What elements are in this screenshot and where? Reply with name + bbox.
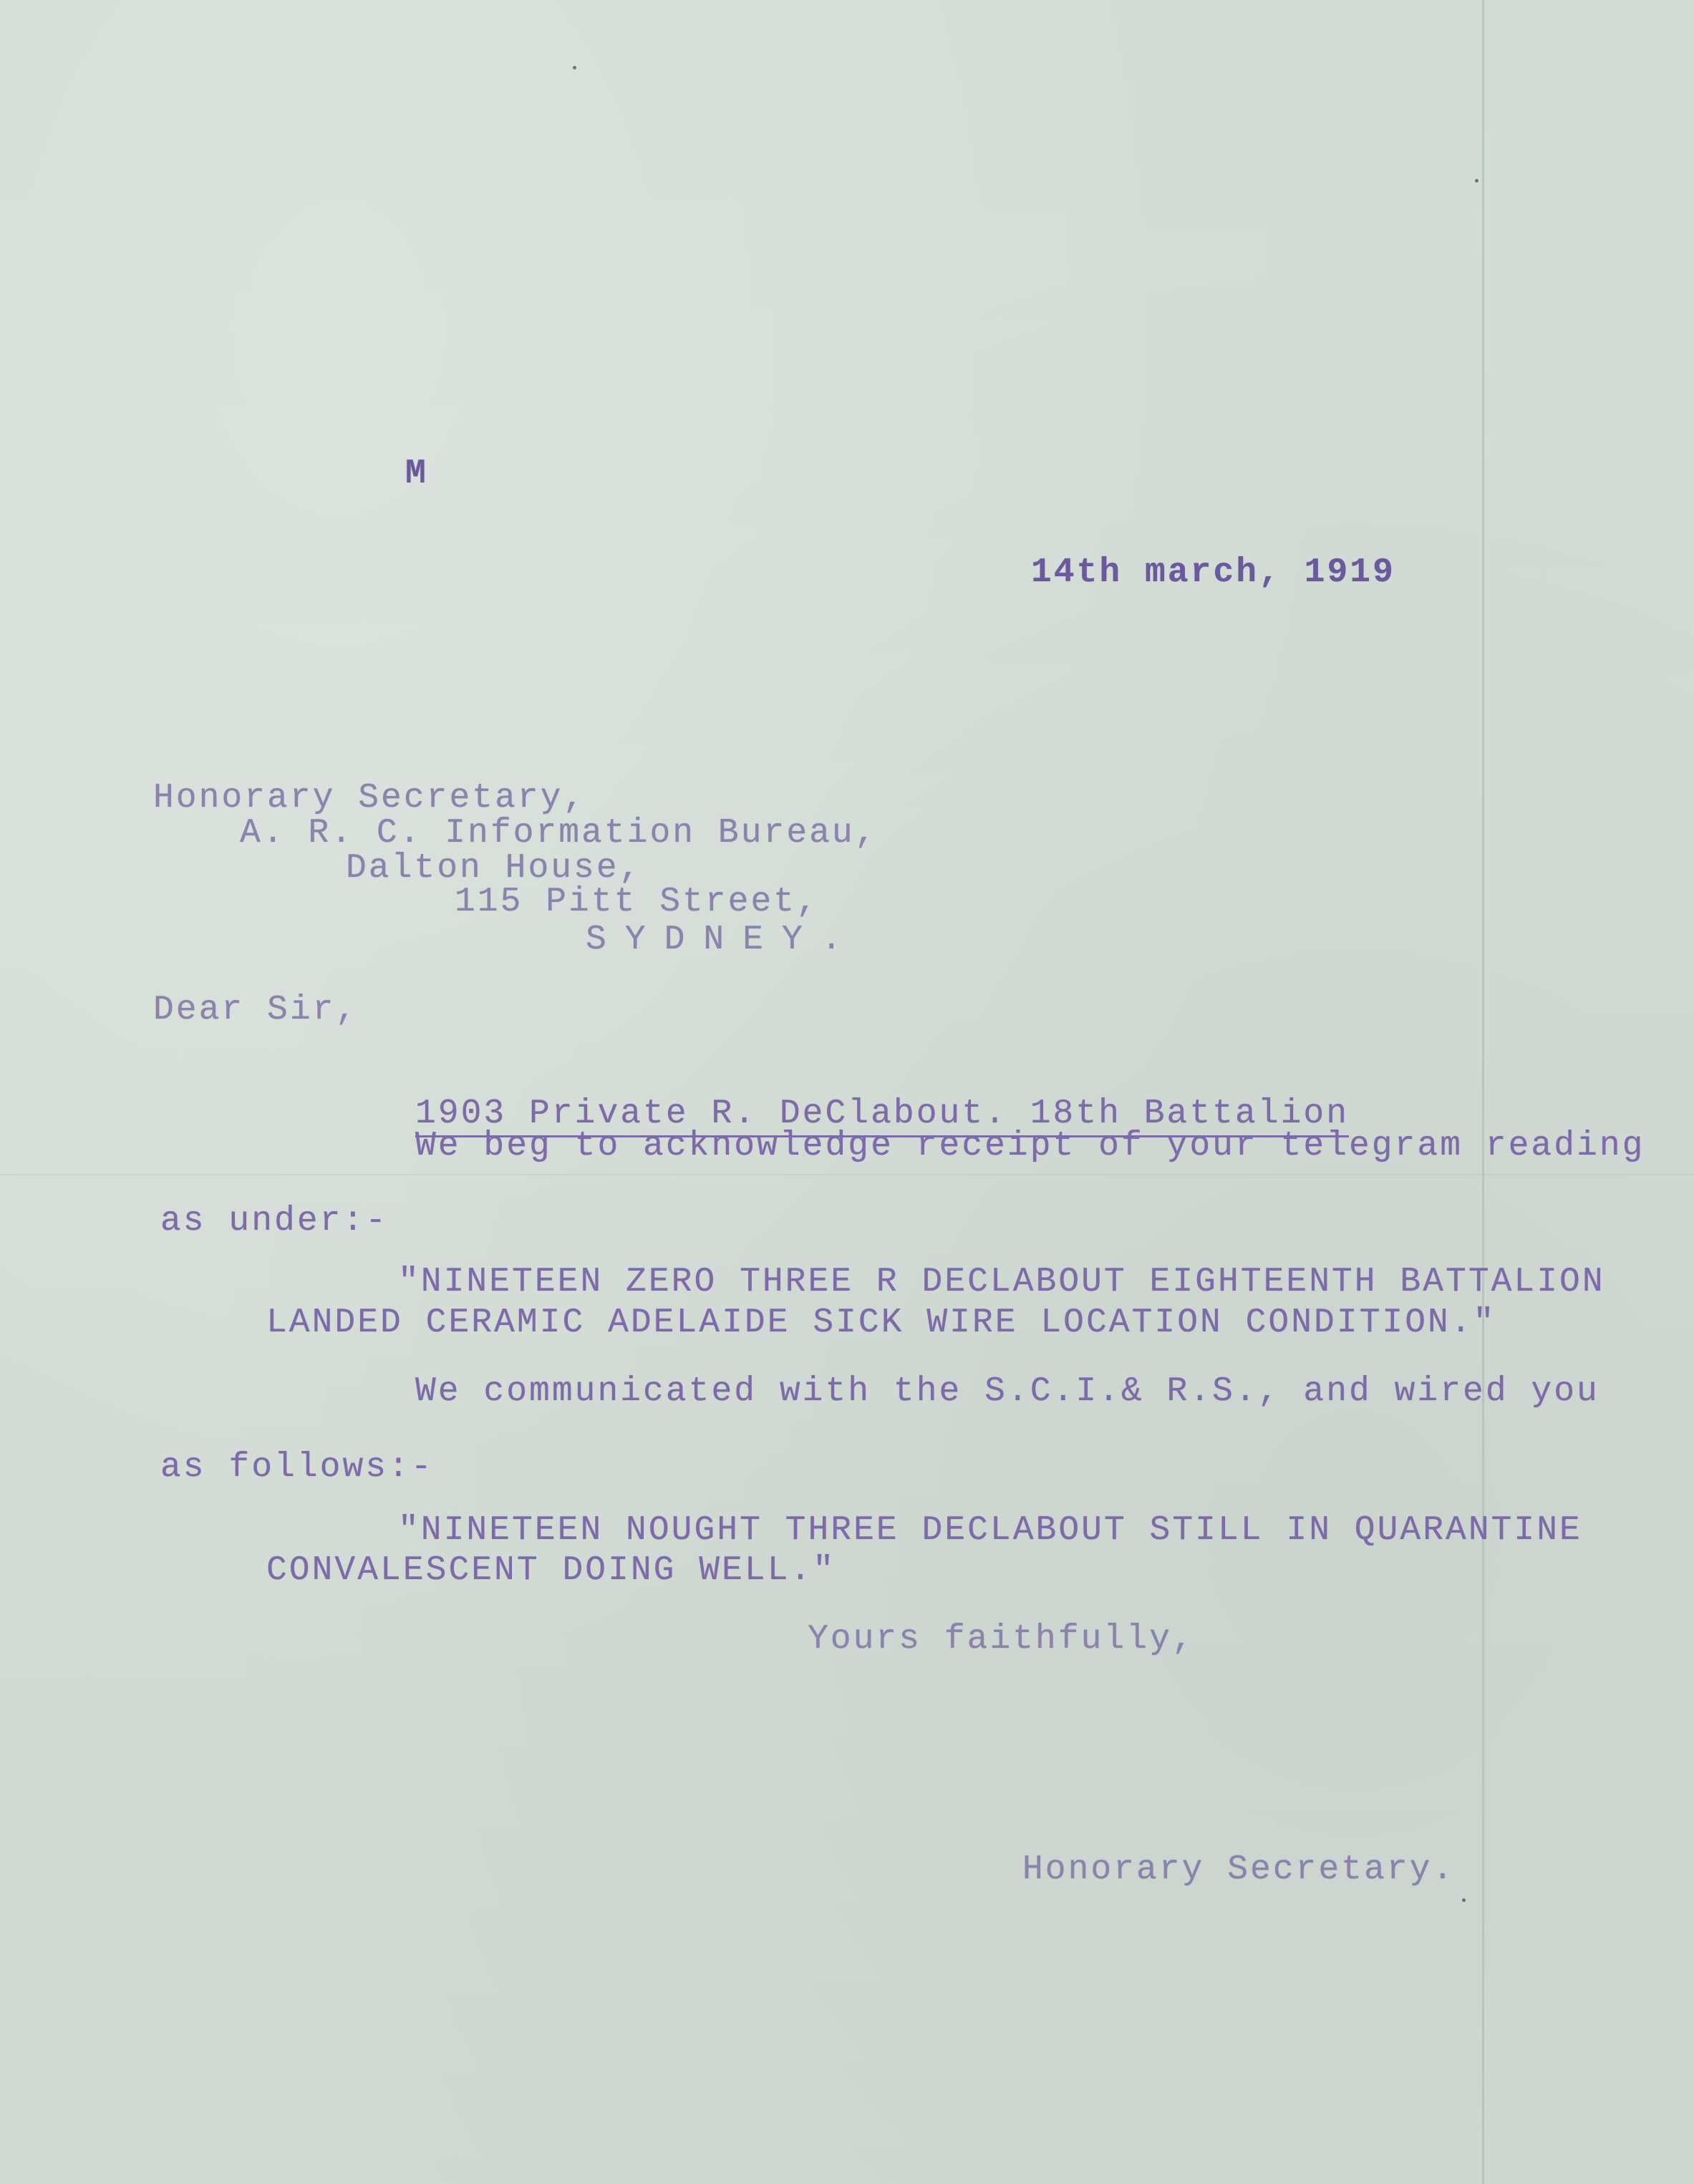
subject-line: 1903 Private R. DeClabout. 18th Battalion [415,1094,1349,1137]
paper-speck [573,66,576,69]
signature-title: Honorary Secretary. [1022,1850,1456,1889]
telegram-quote-2-line-2: CONVALESCENT DOING WELL." [266,1551,836,1590]
paper-speck [1462,1898,1466,1902]
address-line-3: Dalton House, [346,849,642,888]
address-line-2: A. R. C. Information Bureau, [240,814,878,853]
salutation: Dear Sir, [153,991,359,1029]
letter-initial: M [405,455,428,493]
body-paragraph-1-line-2: as under:- [160,1202,389,1241]
address-line-5: SYDNEY. [586,921,861,959]
body-paragraph-2-line-1: We communicated with the S.C.I.& R.S., and wired you [415,1372,1599,1411]
paper-speck [1475,179,1478,183]
letter-date: 14th march, 1919 [1031,553,1395,592]
address-line-1: Honorary Secretary, [153,779,586,817]
address-line-4: 115 Pitt Street, [455,883,819,921]
paper-fold-horizontal [0,1174,1694,1175]
telegram-quote-1-line-2: LANDED CERAMIC ADELAIDE SICK WIRE LOCATION CONDITION." [266,1304,1496,1342]
body-paragraph-1-line-1: We beg to acknowledge receipt of your telegram reading [415,1127,1645,1165]
paper-fold-vertical [1482,0,1484,2184]
body-paragraph-2-line-2: as follows:- [160,1448,434,1487]
closing: Yours faithfully, [808,1620,1195,1659]
telegram-quote-1-line-1: "NINETEEN ZERO THREE R DECLABOUT EIGHTEENTH BATTALION [398,1263,1605,1301]
telegram-quote-2-line-1: "NINETEEN NOUGHT THREE DECLABOUT STILL IN QUARANTINE [398,1511,1582,1550]
